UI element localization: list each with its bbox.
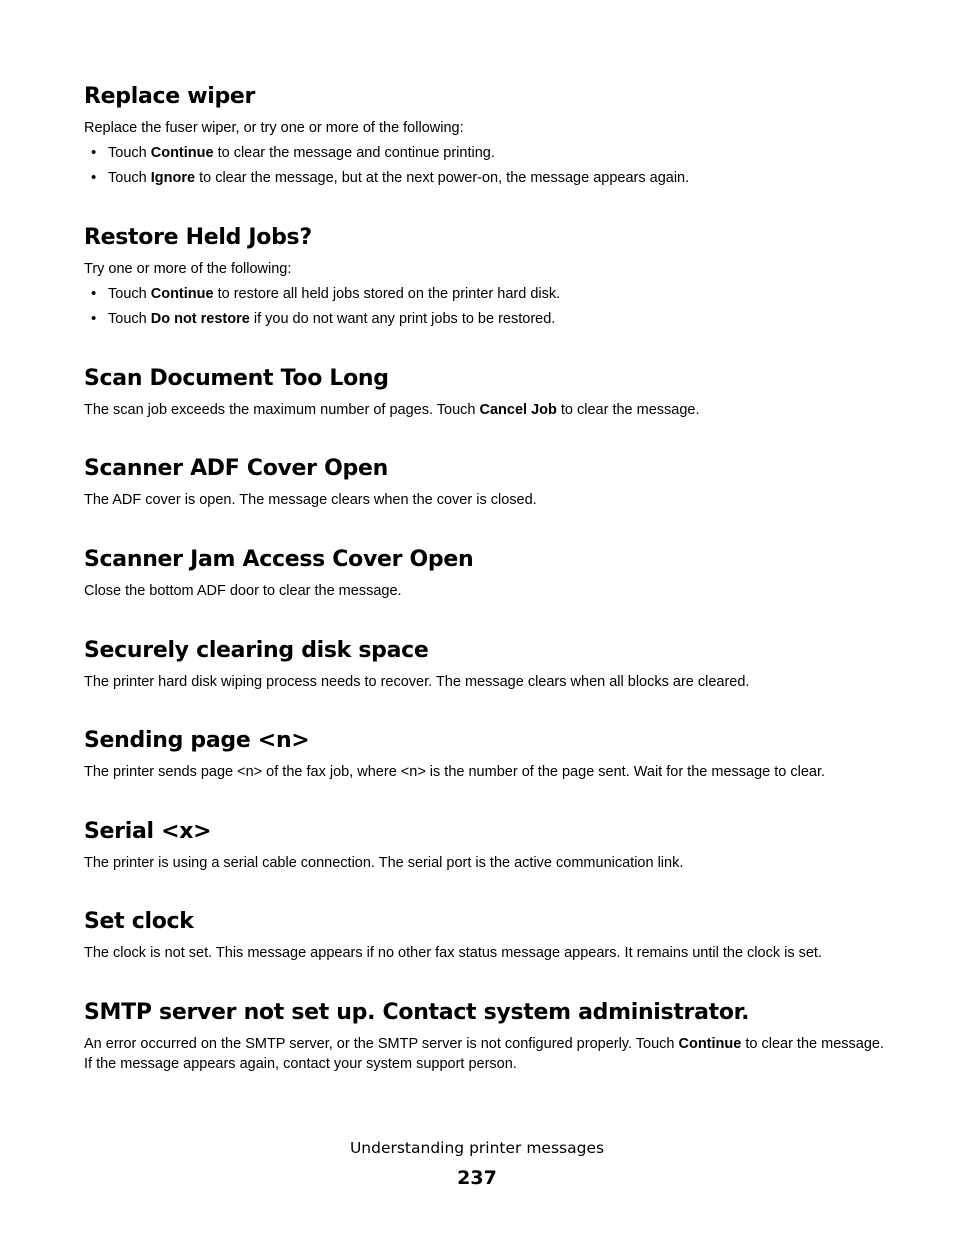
section-heading: Replace wiper [84,84,256,109]
section-body: The clock is not set. This message appears if no other fax status message appears. It remains until the clock is set. [84,945,822,961]
list-item: • Touch Continue to restore all held jobs stored on the printer hard disk. [84,284,884,304]
section-intro: Replace the fuser wiper, or try one or more of the following: [84,120,464,136]
bullet-list [84,143,884,188]
section-body: The scan job exceeds the maximum number of pages. Touch Cancel Job to clear the message. [84,402,700,418]
section-smtp-server-not-set-up [84,1000,884,1074]
section-intro: Try one or more of the following: [84,261,292,277]
list-item: • Touch Ignore to clear the message, but at the next power-on, the message appears again. [84,168,884,188]
section-sending-page [84,728,884,782]
section-heading: Scan Document Too Long [84,366,389,391]
section-serial [84,819,884,873]
section-body: Close the bottom ADF door to clear the message. [84,583,402,599]
section-body: The printer is using a serial cable connection. The serial port is the active communication link. [84,855,684,871]
section-scanner-jam-access-cover-open [84,547,884,601]
list-item: • Touch Continue to clear the message and continue printing. [84,143,884,163]
section-body: The printer sends page <n> of the fax job, where <n> is the number of the page sent. Wait for the message to clear. [84,764,826,780]
section-body: An error occurred on the SMTP server, or the SMTP server is not configured properly. Touch Continue to clear the message. If the message appears again, contact your system support person. [84,1036,884,1072]
section-securely-clearing-disk-space [84,638,884,692]
section-heading: Set clock [84,909,194,934]
section-heading: SMTP server not set up. Contact system administrator. [84,1000,750,1025]
section-body: The ADF cover is open. The message clears when the cover is closed. [84,492,537,508]
list-item: • Touch Do not restore if you do not want any print jobs to be restored. [84,309,884,329]
footer-chapter-title: Understanding printer messages [349,1139,605,1157]
section-heading: Securely clearing disk space [84,638,429,663]
bullet-list [84,284,884,329]
section-heading: Scanner Jam Access Cover Open [84,547,474,572]
section-restore-held-jobs [84,225,884,334]
section-set-clock [84,909,884,963]
section-scan-document-too-long [84,366,884,420]
section-replace-wiper [84,84,884,193]
section-heading: Restore Held Jobs? [84,225,312,250]
section-scanner-adf-cover-open [84,456,884,510]
section-heading: Scanner ADF Cover Open [84,456,388,481]
section-heading: Sending page <n> [84,728,310,753]
page-number: 237 [457,1167,497,1189]
section-heading: Serial <x> [84,819,212,844]
section-body: The printer hard disk wiping process needs to recover. The message clears when all blocks are cleared. [84,674,750,690]
